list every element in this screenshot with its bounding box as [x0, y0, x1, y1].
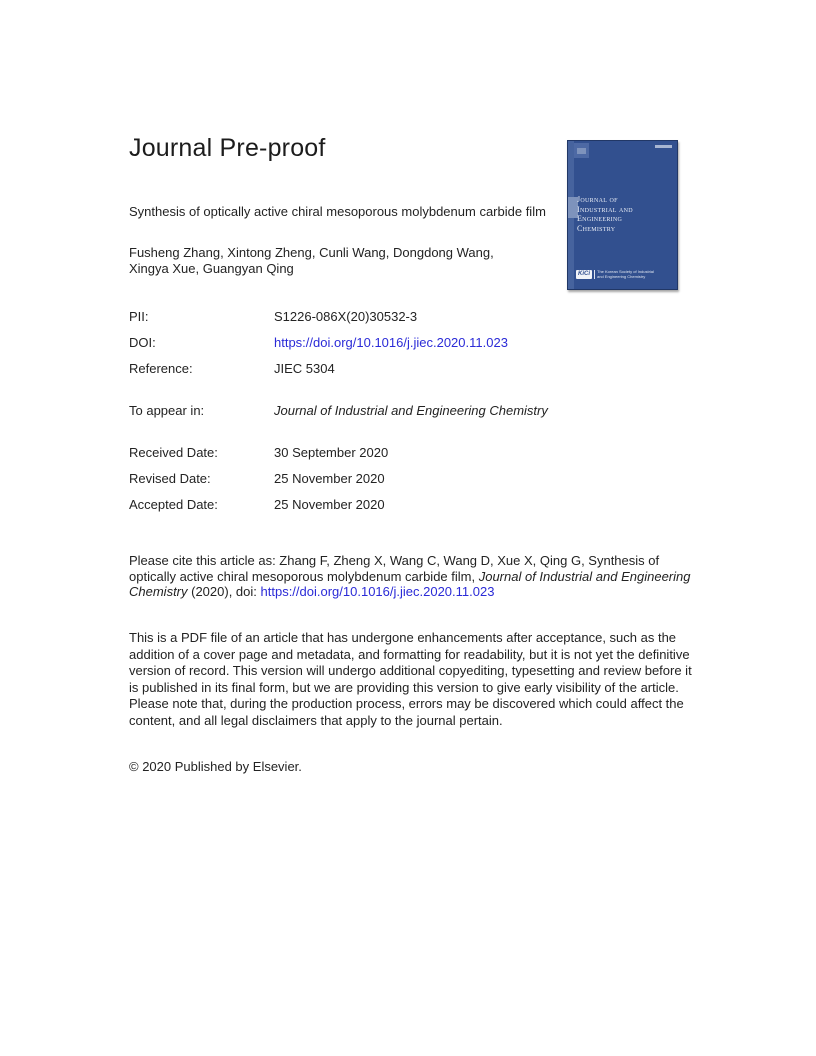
authors-line-2: Xingya Xue, Guangyan Qing — [129, 261, 294, 276]
disclaimer-paragraph: This is a PDF file of an article that has undergone enhancements after acceptance, such as the addition of a cover page and metadata, and formatting for readability, but it is not yet the definitive version of record. This version will undergo additional copyediting, typesetting and review before it is published in its final form, but we are providing this version to give early visibility of the article. Please note that, during the production process, errors may be discovered which could affect the content, and all legal disclaimers that apply to the journal pertain. — [129, 630, 692, 728]
meta-row-reference — [129, 361, 689, 377]
to-appear-in-label: To appear in: — [129, 403, 205, 418]
citation-middle-text: (2020), doi: — [187, 584, 261, 599]
cover-journal-title — [577, 195, 633, 233]
doi-link[interactable]: https://doi.org/10.1016/j.jiec.2020.11.023 — [274, 335, 508, 350]
citation-journal-name: Journal of Industrial and Engineering Chemistry — [129, 568, 691, 599]
cover-emblem-glyph — [577, 148, 586, 154]
cover-emblem-icon — [574, 143, 589, 158]
authors-line-1: Fusheng Zhang, Xintong Zheng, Cunli Wang, Dongdong Wang, — [129, 245, 494, 260]
doi-label: DOI: — [129, 335, 156, 350]
society-logo: KiCi — [578, 271, 590, 277]
revised-date-label: Revised Date: — [129, 471, 211, 486]
meta-row-doi — [129, 335, 689, 351]
cover-society-row — [576, 270, 654, 279]
received-date-label: Received Date: — [129, 445, 218, 460]
revised-date-value: 25 November 2020 — [274, 471, 385, 486]
article-authors — [129, 245, 494, 277]
cover-journal-title-line-3: Engineering — [577, 214, 623, 223]
cover-journal-title-line-1: Journal of — [577, 195, 618, 204]
to-appear-in-value: Journal of Industrial and Engineering Chemistry — [274, 403, 548, 418]
pii-value: S1226-086X(20)30532-3 — [274, 309, 418, 324]
reference-value: JIEC 5304 — [274, 361, 335, 376]
society-name — [594, 270, 654, 279]
meta-row-revised-date — [129, 471, 689, 487]
citation-note — [129, 553, 695, 600]
pii-label: PII: — [129, 309, 149, 324]
accepted-date-value: 25 November 2020 — [274, 497, 385, 512]
meta-row-pii — [129, 309, 689, 325]
cover-journal-title-line-4: Chemistry — [577, 223, 616, 233]
received-date-value: 30 September 2020 — [274, 445, 389, 460]
society-name-line-2: and Engineering Chemistry — [597, 273, 646, 279]
copyright-line: © 2020 Published by Elsevier. — [129, 759, 302, 774]
reference-label: Reference: — [129, 361, 193, 376]
journal-cover-thumbnail — [567, 140, 678, 290]
meta-row-received-date — [129, 445, 689, 461]
meta-row-accepted-date — [129, 497, 689, 513]
cover-issn-mark — [655, 145, 672, 148]
meta-row-to-appear-in — [129, 403, 689, 419]
cover-journal-title-line-2: Industrial and — [577, 204, 633, 214]
accepted-date-label: Accepted Date: — [129, 497, 218, 512]
citation-text: Please cite this article as: Zhang F, Zheng X, Wang C, Wang D, Xue X, Qing G, Synthesis of optically active chiral mesoporous molybdenum carbide film, — [129, 553, 660, 584]
page-title: Journal Pre-proof — [129, 134, 326, 162]
society-name-line-1: The Korean Society of Industrial — [597, 269, 654, 274]
citation-doi-link[interactable]: https://doi.org/10.1016/j.jiec.2020.11.023 — [260, 584, 495, 599]
article-title: Synthesis of optically active chiral mesoporous molybdenum carbide film — [129, 204, 546, 219]
